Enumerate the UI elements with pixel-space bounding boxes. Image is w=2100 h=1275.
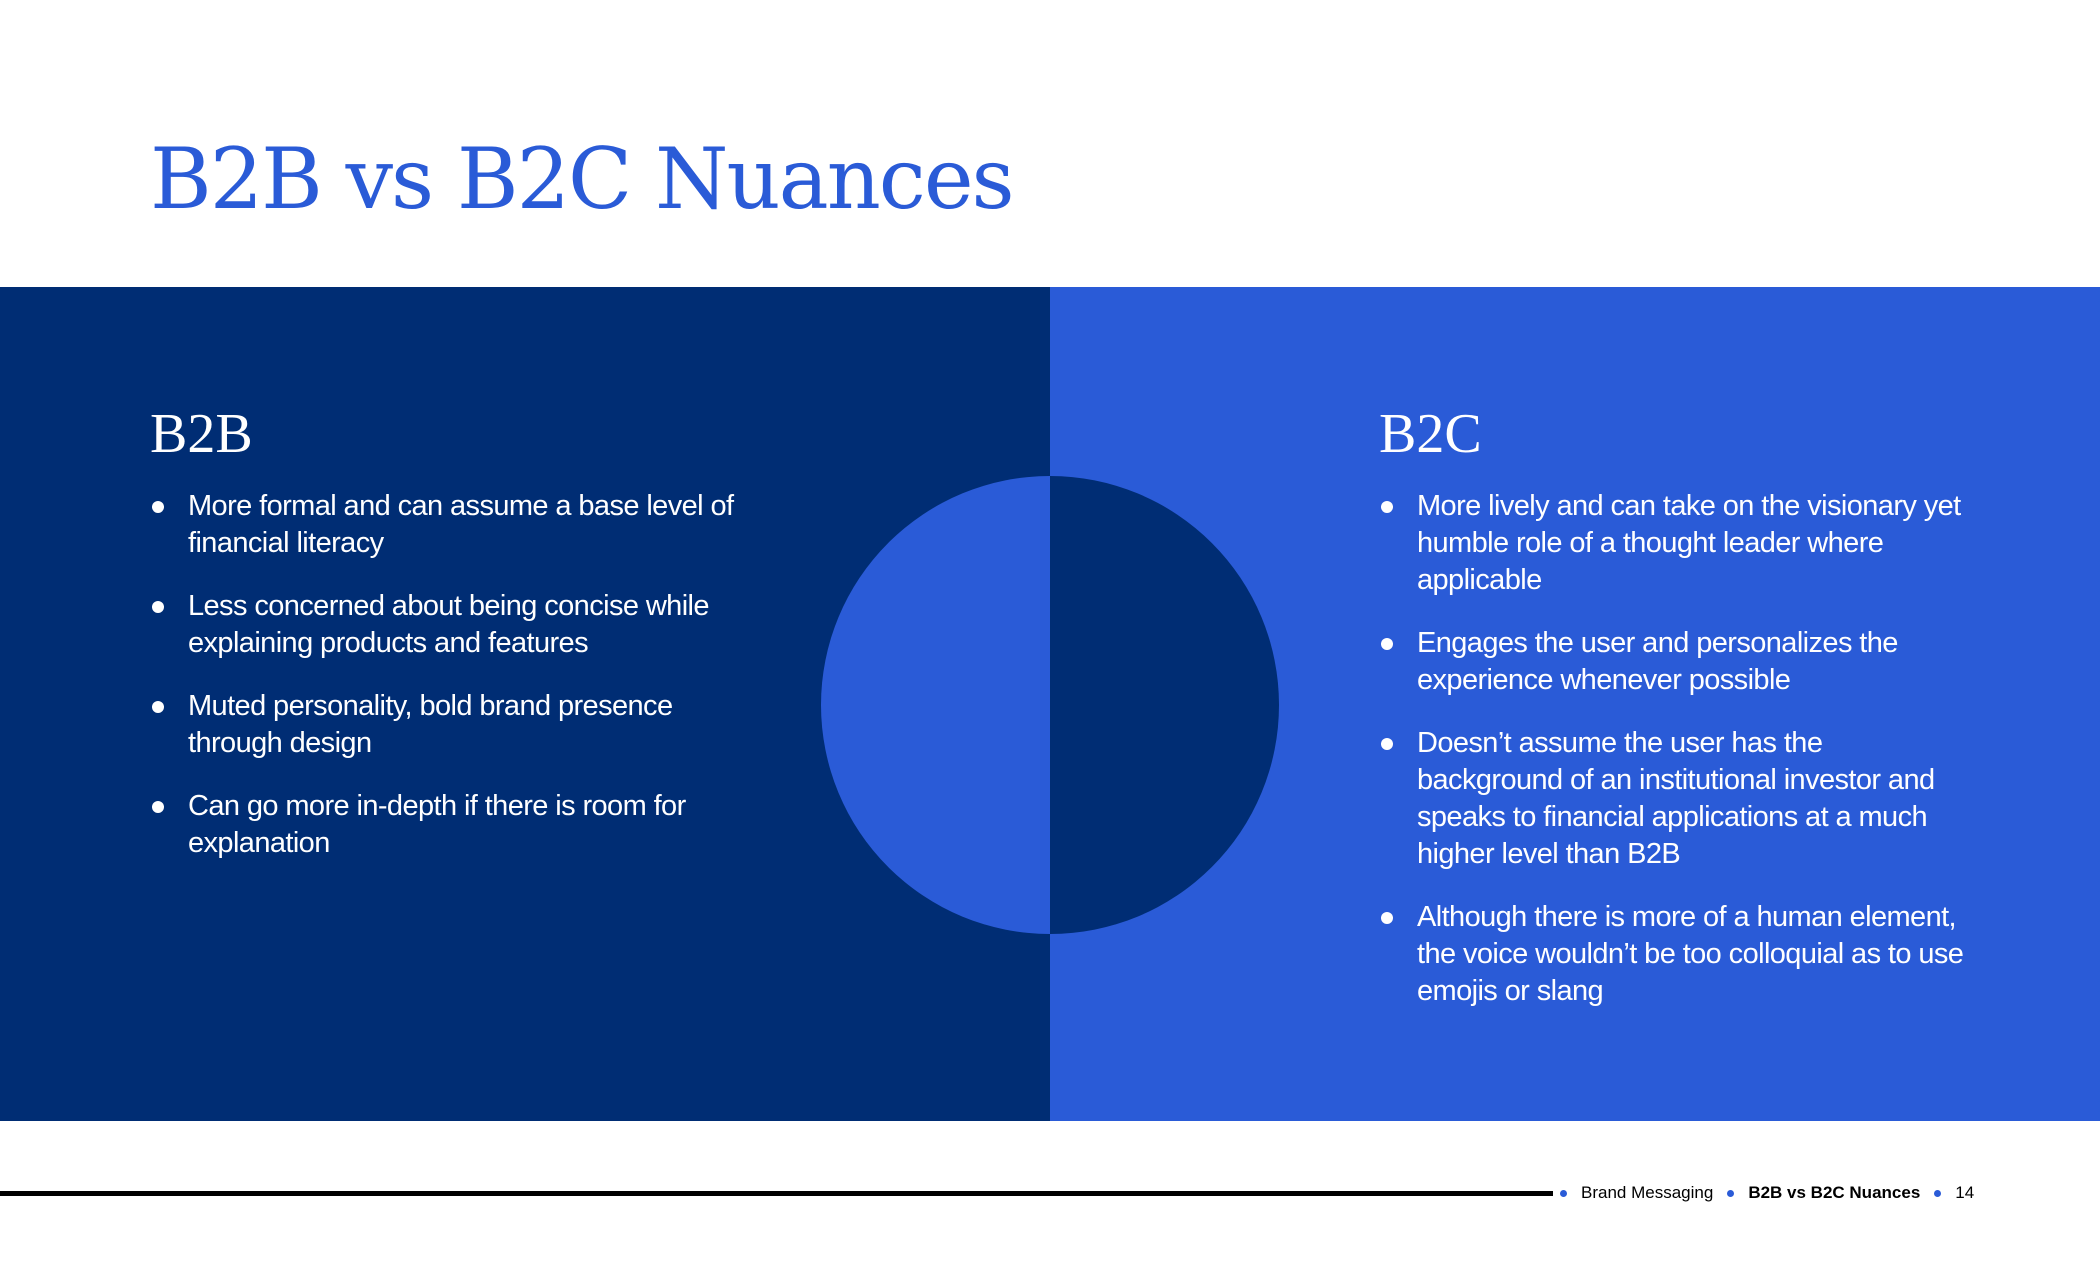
bullet-dot-icon <box>152 701 164 713</box>
b2c-point <box>1379 488 1969 599</box>
b2c-point-text: Engages the user and personalizes the experience whenever possible <box>1417 626 1898 696</box>
bullet-dot-icon <box>152 801 164 813</box>
b2b-point-text: Less concerned about being concise while explaining products and features <box>188 589 709 659</box>
b2c-point <box>1379 899 1969 1010</box>
b2b-point-text: Can go more in-depth if there is room for explanation <box>188 789 686 859</box>
bullet-dot-icon <box>152 501 164 513</box>
b2c-heading: B2C <box>1379 403 1482 465</box>
b2b-point <box>150 688 740 762</box>
bullet-dot-icon <box>152 601 164 613</box>
b2b-list <box>150 488 740 862</box>
b2c-point <box>1379 625 1969 699</box>
bullet-dot-icon <box>1381 912 1393 924</box>
footer-dot-icon <box>1934 1190 1941 1197</box>
b2b-point <box>150 488 740 562</box>
b2c-point <box>1379 725 1969 873</box>
b2b-point <box>150 588 740 662</box>
b2c-point-text: Doesn’t assume the user has the background of an institutional investor and speaks to financial applications at a much higher level than B2B <box>1417 726 1935 870</box>
bullet-dot-icon <box>1381 738 1393 750</box>
b2b-point <box>150 788 740 862</box>
footer-breadcrumb <box>1560 1180 1974 1206</box>
page-number: 14 <box>1955 1183 1975 1202</box>
b2c-column <box>1379 404 1969 1036</box>
b2b-column <box>150 404 740 888</box>
b2c-list <box>1379 488 1969 1010</box>
split-circle-graphic <box>821 476 1279 934</box>
b2c-point-text: More lively and can take on the visionary yet humble role of a thought leader where applicable <box>1417 489 1961 596</box>
b2c-point-text: Although there is more of a human element, the voice wouldn’t be too colloquial as to use emojis or slang <box>1417 900 1964 1007</box>
bullet-dot-icon <box>1381 638 1393 650</box>
footer-section-label: Brand Messaging <box>1581 1183 1714 1202</box>
circle-right-half <box>1050 476 1279 934</box>
circle-left-half <box>821 476 1050 934</box>
bullet-dot-icon <box>1381 501 1393 513</box>
b2b-heading: B2B <box>150 403 253 465</box>
footer-dot-icon <box>1727 1190 1734 1197</box>
slide-title: B2B vs B2C Nuances <box>150 130 1013 228</box>
footer-current-page-label: B2B vs B2C Nuances <box>1748 1183 1921 1202</box>
comparison-band <box>0 287 2100 1121</box>
b2b-point-text: Muted personality, bold brand presence through design <box>188 689 673 759</box>
footer-dot-icon <box>1560 1190 1567 1197</box>
footer-rule <box>0 1191 1553 1196</box>
b2b-point-text: More formal and can assume a base level of financial literacy <box>188 489 734 559</box>
